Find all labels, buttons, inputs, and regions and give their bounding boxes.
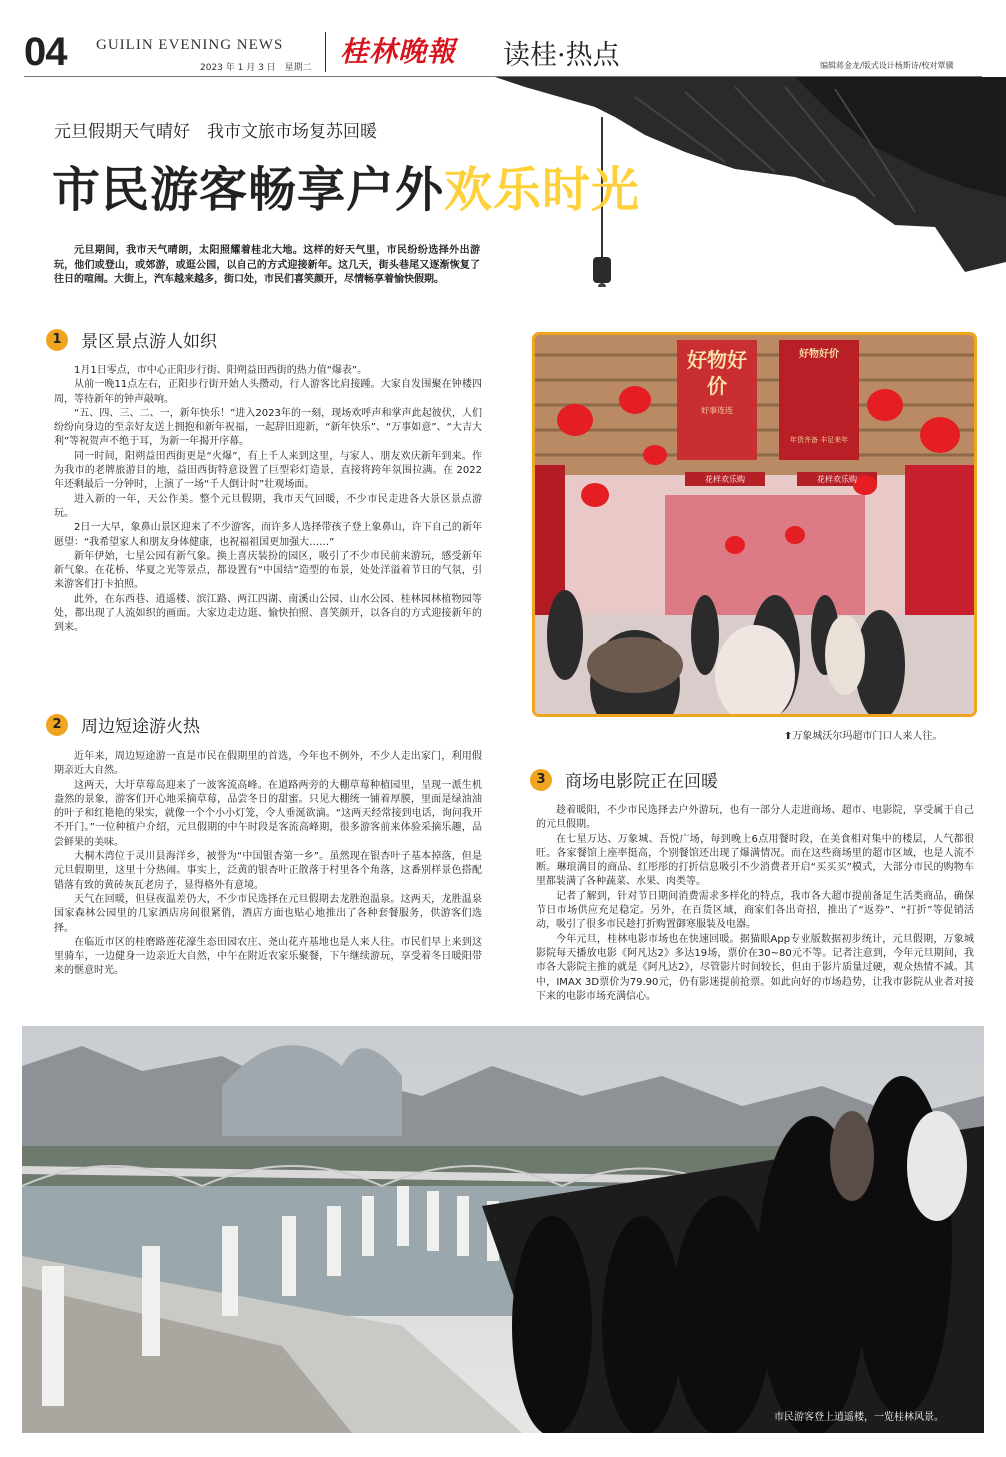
section-name: 读桂·热点 xyxy=(503,40,620,71)
market-sign-1-sub: 好事连连 xyxy=(701,406,733,415)
section-heading-3 xyxy=(530,767,718,792)
river-view-photo xyxy=(22,1026,984,1433)
paragraph: 2日一大早，象鼻山景区迎来了不少游客，而许多人选择带孩子登上象鼻山，许下自己的新年愿望：“我希望家人和朋友身体健康，也祝福祖国更加强大……” xyxy=(54,522,482,548)
paragraph: 近年来，周边短途游一直是市民在假期里的首选，今年也不例外，不少人走出家门，利用假期亲近大自然。 xyxy=(54,751,482,777)
market-banner-1: 花样欢乐购 xyxy=(705,475,745,484)
section-body-2 xyxy=(54,750,482,979)
headline-accent: 欢乐时光 xyxy=(444,162,641,218)
paragraph: 今年元旦，桂林电影市场也在快速回暖。据猫眼App专业版数据初步统计，元旦假期，万象城影院每天播放电影《阿凡达2》多达19场，票价在30~80元不等。记者注意到，今年元旦期间，我市各大影院主推的就是《阿凡达2》，尽管影片时间较长，但由于影片质量过硬，观众热情不减。其中，IMAX 3D票价为79.90元，仍有影迷提前抢票。如此向好的市场趋势，让我市影院从业者对接下来的电影市场充满信心。 xyxy=(536,933,974,1002)
page-number: 04 xyxy=(24,30,67,74)
editors-credit: 编辑蒋金龙/版式设计杨斯诗/校对覃骥 xyxy=(820,61,954,70)
section-body-1 xyxy=(54,364,482,636)
paragraph: 在临近市区的桂磨路莲花濠生态田园农庄、尧山花卉基地也是人来人往。市民们早上来到这里骑车，一边健身一边亲近大自然，中午在附近农家乐聚餐，下午继续游玩，享受着冬日暖阳带来的惬意时光。 xyxy=(54,936,482,977)
paragraph: 天气在回暖，但昼夜温差仍大，不少市民选择在元旦假期去龙胜泡温泉。这两天，龙胜温泉国家森林公园里的几家酒店房间很紧俏，酒店方面也贴心地推出了各种套餐服务，供游客们选择。 xyxy=(54,893,482,934)
section-heading-1 xyxy=(46,327,217,352)
paragraph: 从前一晚11点左右，正阳步行街开始人头攒动，行人游客比肩接踵。大家自发围聚在钟楼四周，等待新年的钟声敲响。 xyxy=(54,379,482,405)
header-divider xyxy=(325,32,326,72)
section-title-3: 商场电影院正在回暖 xyxy=(565,772,718,792)
paragraph: 同一时间，阳朔益田西街更是“火爆”，有上千人来到这里，与家人、朋友欢庆新年到来。作为我市的老牌旅游目的地，益田西街特意设置了巨型彩灯造景，直接将跨年氛围拉满。在 2022 年还剩最后一分钟时，上演了一场“千人倒计时”壮观场面。 xyxy=(54,450,482,491)
article-headline xyxy=(52,151,640,220)
newspaper-logo: 桂林晚報 xyxy=(340,35,457,68)
paragraph: 记者了解到，针对节日期间消费需求多样化的特点，我市各大超市提前备足生活类商品，确保节日市场供应充足稳定。另外，在百货区域，商家们各出奇招，推出了“返券”、“打折”等促销活动，吸引了很多市民趁打折购置御寒服装及电器。 xyxy=(536,890,974,931)
section-heading-2 xyxy=(46,712,200,737)
market-sign-1: 好物好价 xyxy=(687,348,747,398)
article-subtitle: 元旦假期天气晴好 我市文旅市场复苏回暖 xyxy=(54,122,377,142)
section-number-2: 2 xyxy=(46,714,68,736)
paragraph: 大桐木湾位于灵川县海洋乡，被誉为“中国银杏第一乡”。虽然现在银杏叶子基本掉落，但是元旦假期里，这里十分热闹。事实上，泛黄的银杏叶正散落于村里各个角落，这番别样景色搭配错落有致的黄砖灰瓦老房子，显得格外有意境。 xyxy=(54,851,482,891)
headline-main: 市民游客畅享户外 xyxy=(52,162,445,218)
paper-name-en: GUILIN EVENING NEWS xyxy=(96,37,284,53)
section-number-3: 3 xyxy=(530,769,552,791)
river-photo-caption: 市民游客登上逍遥楼，一览桂林风景。 xyxy=(774,1412,944,1423)
paragraph: 新年伊始，七星公园有新气象。换上喜庆装扮的园区，吸引了不少市民前来游玩，感受新年新气象。在花桥、华夏之光等景点，都设置有“中国结”造型的布景，处处洋溢着节日的气氛，引来游客们打卡拍照。 xyxy=(54,550,482,591)
paragraph: “五、四、三、二、一，新年快乐！”进入2023年的一刻，现场欢呼声和掌声此起彼伏，人们纷纷向身边的至亲好友送上拥抱和新年祝福，一起辞旧迎新，“新年快乐”、“万事如意”、“大吉大利”等祝贺声不绝于耳，为新一年揭开序幕。 xyxy=(54,407,482,448)
section-title-2: 周边短途游火热 xyxy=(81,717,200,737)
mall-entrance-photo xyxy=(532,332,977,717)
market-sign-2-sub: 年货齐备 丰足来年 xyxy=(789,436,849,444)
paragraph: 1月1日零点，市中心正阳步行街、阳朔益田西街的热力值“爆表”。 xyxy=(74,365,368,376)
section-body-3 xyxy=(536,804,974,1004)
paragraph: 在七星万达、万象城、吾悦广场，每到晚上6点用餐时段，在美食相对集中的楼层，人气都很旺。各家餐馆上座率挺高，个别餐馆还出现了爆满情况。而在这些商场里的超市区域，也是人流不断。琳琅满目的商品、红彤彤的打折信息吸引不少消费者开启“买买买”模式，大部分市民的购物车里都装满了各种蔬菜、水果、肉类等。 xyxy=(536,833,974,888)
mall-photo-caption: ⬆万象城沃尔玛超市门口人来人往。 xyxy=(784,731,943,742)
paragraph: 进入新的一年，天公作美。整个元旦假期，我市天气回暖，不少市民走进各大景区景点游玩。 xyxy=(54,493,482,519)
market-sign-2: 好物好价 xyxy=(799,349,839,360)
article-lead: 元旦期间，我市天气晴朗，太阳照耀着桂北大地。这样的好天气里，市民纷纷选择外出游玩，他们或登山，或郊游，或逛公园，以自己的方式迎接新年。这几天，街头巷尾又逐渐恢复了往日的喧闹。大街上，汽车越来越多，街口处，市民们喜笑颜开，尽情畅享着愉快假期。 xyxy=(54,245,480,285)
paragraph: 趁着暖阳，不少市民选择去户外游玩，也有一部分人走进商场、超市、电影院，享受属于自己的元旦假期。 xyxy=(536,805,974,831)
paragraph: 这两天，大圩草莓岛迎来了一波客流高峰。在道路两旁的大棚草莓种植园里，呈现一派生机盎然的景象，游客们开心地采摘草莓，品尝冬日的甜蜜。只见大棚统一铺着厚膜，里面是绿油油的叶子和红艳艳的果实，就像一个个小小灯笼，令人垂涎欲滴。“这两天经常接到电话，询问我开不开门。”一位种植户介绍，元旦假期的中午时段是客流高峰期，很多游客前来体验采摘乐趣，品尝鲜果的美味。 xyxy=(54,779,482,848)
market-banner-2: 花样欢乐购 xyxy=(817,475,857,484)
issue-date: 2023 年 1 月 3 日 星期二 xyxy=(200,63,312,73)
paragraph: 此外，在东西巷、逍遥楼、滨江路、两江四湖、南溪山公园、山水公园、桂林园林植物园等处，都出现了人流如织的画面。大家边走边逛、愉快拍照、喜笑颜开，以各自的方式迎接新年的到来。 xyxy=(54,593,482,634)
section-title-1: 景区景点游人如织 xyxy=(81,332,217,352)
section-number-1: 1 xyxy=(46,329,68,351)
